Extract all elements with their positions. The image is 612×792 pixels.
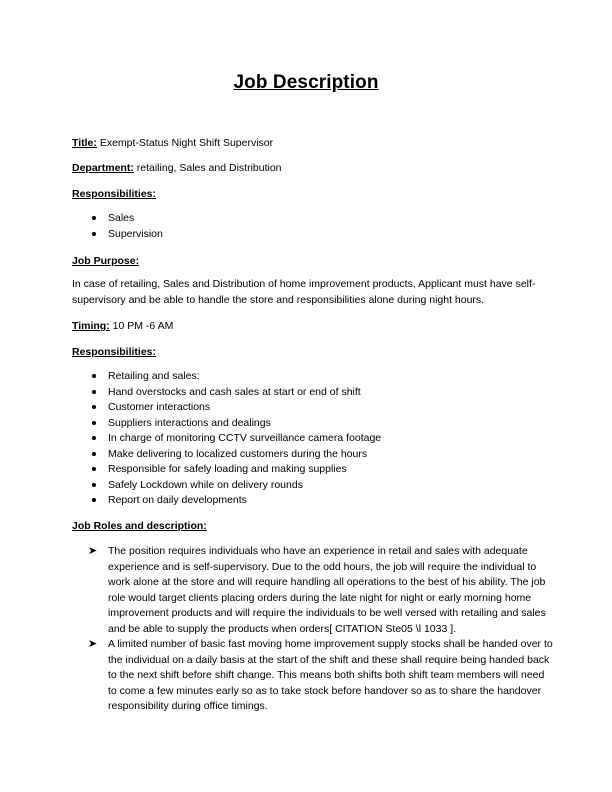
role-item-text — [108, 637, 553, 715]
title-label: Title: — [72, 137, 97, 149]
list-item-text: Make delivering to localized customers during the hours — [108, 447, 368, 460]
paragraph-line: experience and is self-supervisory. Due to the odd hours, the job will require the individual to — [108, 560, 537, 573]
timing-line — [72, 319, 173, 333]
list-item-text: Supervision — [108, 227, 163, 240]
department-line — [72, 161, 282, 175]
job-roles-heading — [72, 519, 207, 533]
paragraph-line: to come a few minutes early so as to take stock before handover so as to share the handover — [108, 684, 542, 697]
bullet-icon — [92, 467, 96, 471]
arrow-bullet-icon: ➤ — [88, 638, 98, 650]
document-heading: Job Description — [233, 72, 379, 93]
list-item-text: Hand overstocks and cash sales at start or end of shift — [108, 385, 361, 398]
bullet-icon — [92, 483, 96, 487]
list-item-text: Customer interactions — [108, 401, 211, 413]
bullet-icon — [92, 390, 96, 394]
list-item-text: Safely Lockdown while on delivery rounds — [108, 478, 303, 491]
bullet-icon — [92, 216, 96, 220]
job-purpose-label: Job Purpose: — [72, 255, 140, 267]
list-item-text: Report on daily developments — [108, 494, 247, 506]
bullet-icon — [92, 452, 96, 456]
list-item-text: Responsible for safely loading and making supplies — [108, 463, 347, 475]
list-item-text: Retailing and sales: — [108, 370, 200, 382]
paragraph-line: and be able to supply the products when orders[ CITATION Ste05 \l 1033 ]. — [108, 622, 457, 635]
list-item-text: In charge of monitoring CCTV surveillance camera footage — [108, 432, 382, 444]
paragraph-line: the individual on a daily basis at the start of the shift and these shall require being handed back — [108, 653, 550, 666]
responsibilities-label-2: Responsibilities: — [72, 346, 157, 358]
paragraph-line: responsibility during office timings. — [108, 700, 268, 713]
bullet-icon — [92, 232, 96, 236]
paragraph-line: improvement products and will require the individuals to be well versed with retailing and sales — [108, 607, 546, 620]
title-value: Exempt-Status Night Shift Supervisor — [96, 137, 274, 149]
job-purpose-paragraph — [72, 277, 542, 308]
department-label: Department: — [72, 162, 134, 174]
responsibilities-heading-2 — [72, 345, 156, 359]
paragraph-line: work alone at the store and will require handling all operations to the best of his ability. The job — [108, 576, 546, 589]
paragraph-line: A limited number of basic fast moving home improvement supply stocks shall be handed over to — [108, 638, 553, 650]
bullet-icon — [92, 405, 96, 409]
timing-value: 10 PM -6 AM — [109, 320, 174, 332]
bullet-icon — [92, 498, 96, 502]
list-item-text: Sales — [108, 212, 135, 224]
responsibilities-heading-1 — [72, 187, 156, 201]
title-line — [72, 136, 273, 150]
responsibilities-label-1: Responsibilities: — [72, 188, 157, 200]
arrow-bullet-icon: ➤ — [88, 545, 98, 557]
role-item-text — [108, 544, 548, 638]
job-purpose-heading — [72, 254, 139, 268]
paragraph-line: In case of retailing, Sales and Distribution of home improvement products, Applicant must have self- — [72, 278, 536, 290]
department-value: retailing, Sales and Distribution — [133, 162, 282, 174]
bullet-icon — [92, 374, 96, 378]
paragraph-line: The position requires individuals who have an experience in retail and sales with adequate — [108, 545, 528, 557]
timing-label: Timing: — [72, 320, 110, 332]
paragraph-line: to the next shift before shift change. This means both shifts both shift team members will need — [108, 669, 545, 682]
paragraph-line: role would target clients placing orders during the late night for night or early morning home — [108, 591, 532, 604]
bullet-icon — [92, 421, 96, 425]
bullet-icon — [92, 436, 96, 440]
paragraph-line: supervisory and be able to handle the store and responsibilities alone during night hours. — [72, 293, 485, 306]
job-roles-label: Job Roles and description: — [72, 520, 207, 532]
list-item-text: Suppliers interactions and dealings — [108, 416, 271, 429]
